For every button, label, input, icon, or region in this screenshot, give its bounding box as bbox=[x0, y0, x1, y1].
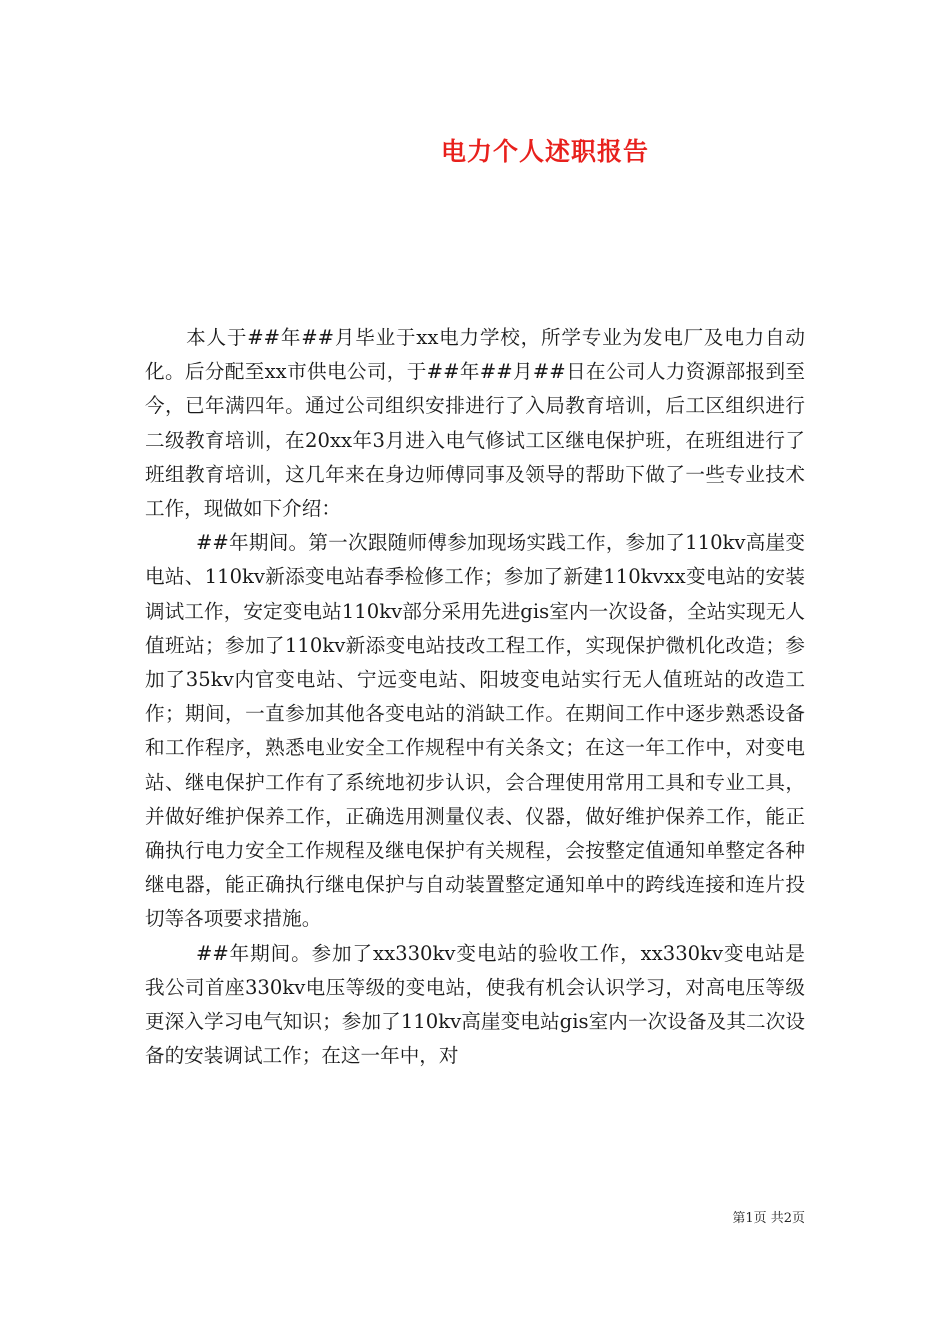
page-number: 第1页 共2页 bbox=[732, 1211, 805, 1226]
paragraph-year-two: ##年期间。参加了xx330kv变电站的验收工作，xx330kv变电站是我公司首座330kv电压等级的变电站，使我有机会认识学习，对高电压等级更深入学习电气知识；参加了110kv高崖变电站gis室内一次设备及其二次设备的安装调试工作；在这一年中，对 bbox=[145, 941, 805, 1068]
paragraph-intro: 本人于##年##月毕业于xx电力学校，所学专业为发电厂及电力自动化。后分配至xx市供电公司，于##年##月##日在公司人力资源部报到至今，已年满四年。通过公司组织安排进行了入局教育培训，后工区组织进行二级教育培训，在20xx年3月进入电气修试工区继电保护班，在班组进行了班组教育培训，这几年来在身边师傅同事及领导的帮助下做了一些专业技术工作，现做如下介绍： bbox=[145, 326, 805, 521]
paragraph-year-one: ##年期间。第一次跟随师傅参加现场实践工作，参加了110kv高崖变电站、110kv新添变电站春季检修工作；参加了新建110kvxx变电站的安装调试工作，安定变电站110kv部分采用先进gis室内一次设备，全站实现无人值班站；参加了110kv新添变电站技改工程工作，实现保护微机化改造；参加了35kv内官变电站、宁远变电站、阳坡变电站实行无人值班站的改造工作；期间，一直参加其他各变电站的消缺工作。在期间工作中逐步熟悉设备和工作程序，熟悉电业安全工作规程中有关条文；在这一年工作中，对变电站、继电保护工作有了系统地初步认识，会合理使用常用工具和专业工具，并做好维护保养工作，正确选用测量仪表、仪器，做好维护保养工作，能正确执行电力安全工作规程及继电保护有关规程，会按整定值通知单整定各种继电器，能正确执行继电保护与自动装置整定通知单中的跨线连接和连片投切等各项要求措施。 bbox=[145, 531, 805, 931]
document-title: 电力个人述职报告 bbox=[440, 137, 649, 166]
document-body bbox=[145, 321, 805, 1073]
